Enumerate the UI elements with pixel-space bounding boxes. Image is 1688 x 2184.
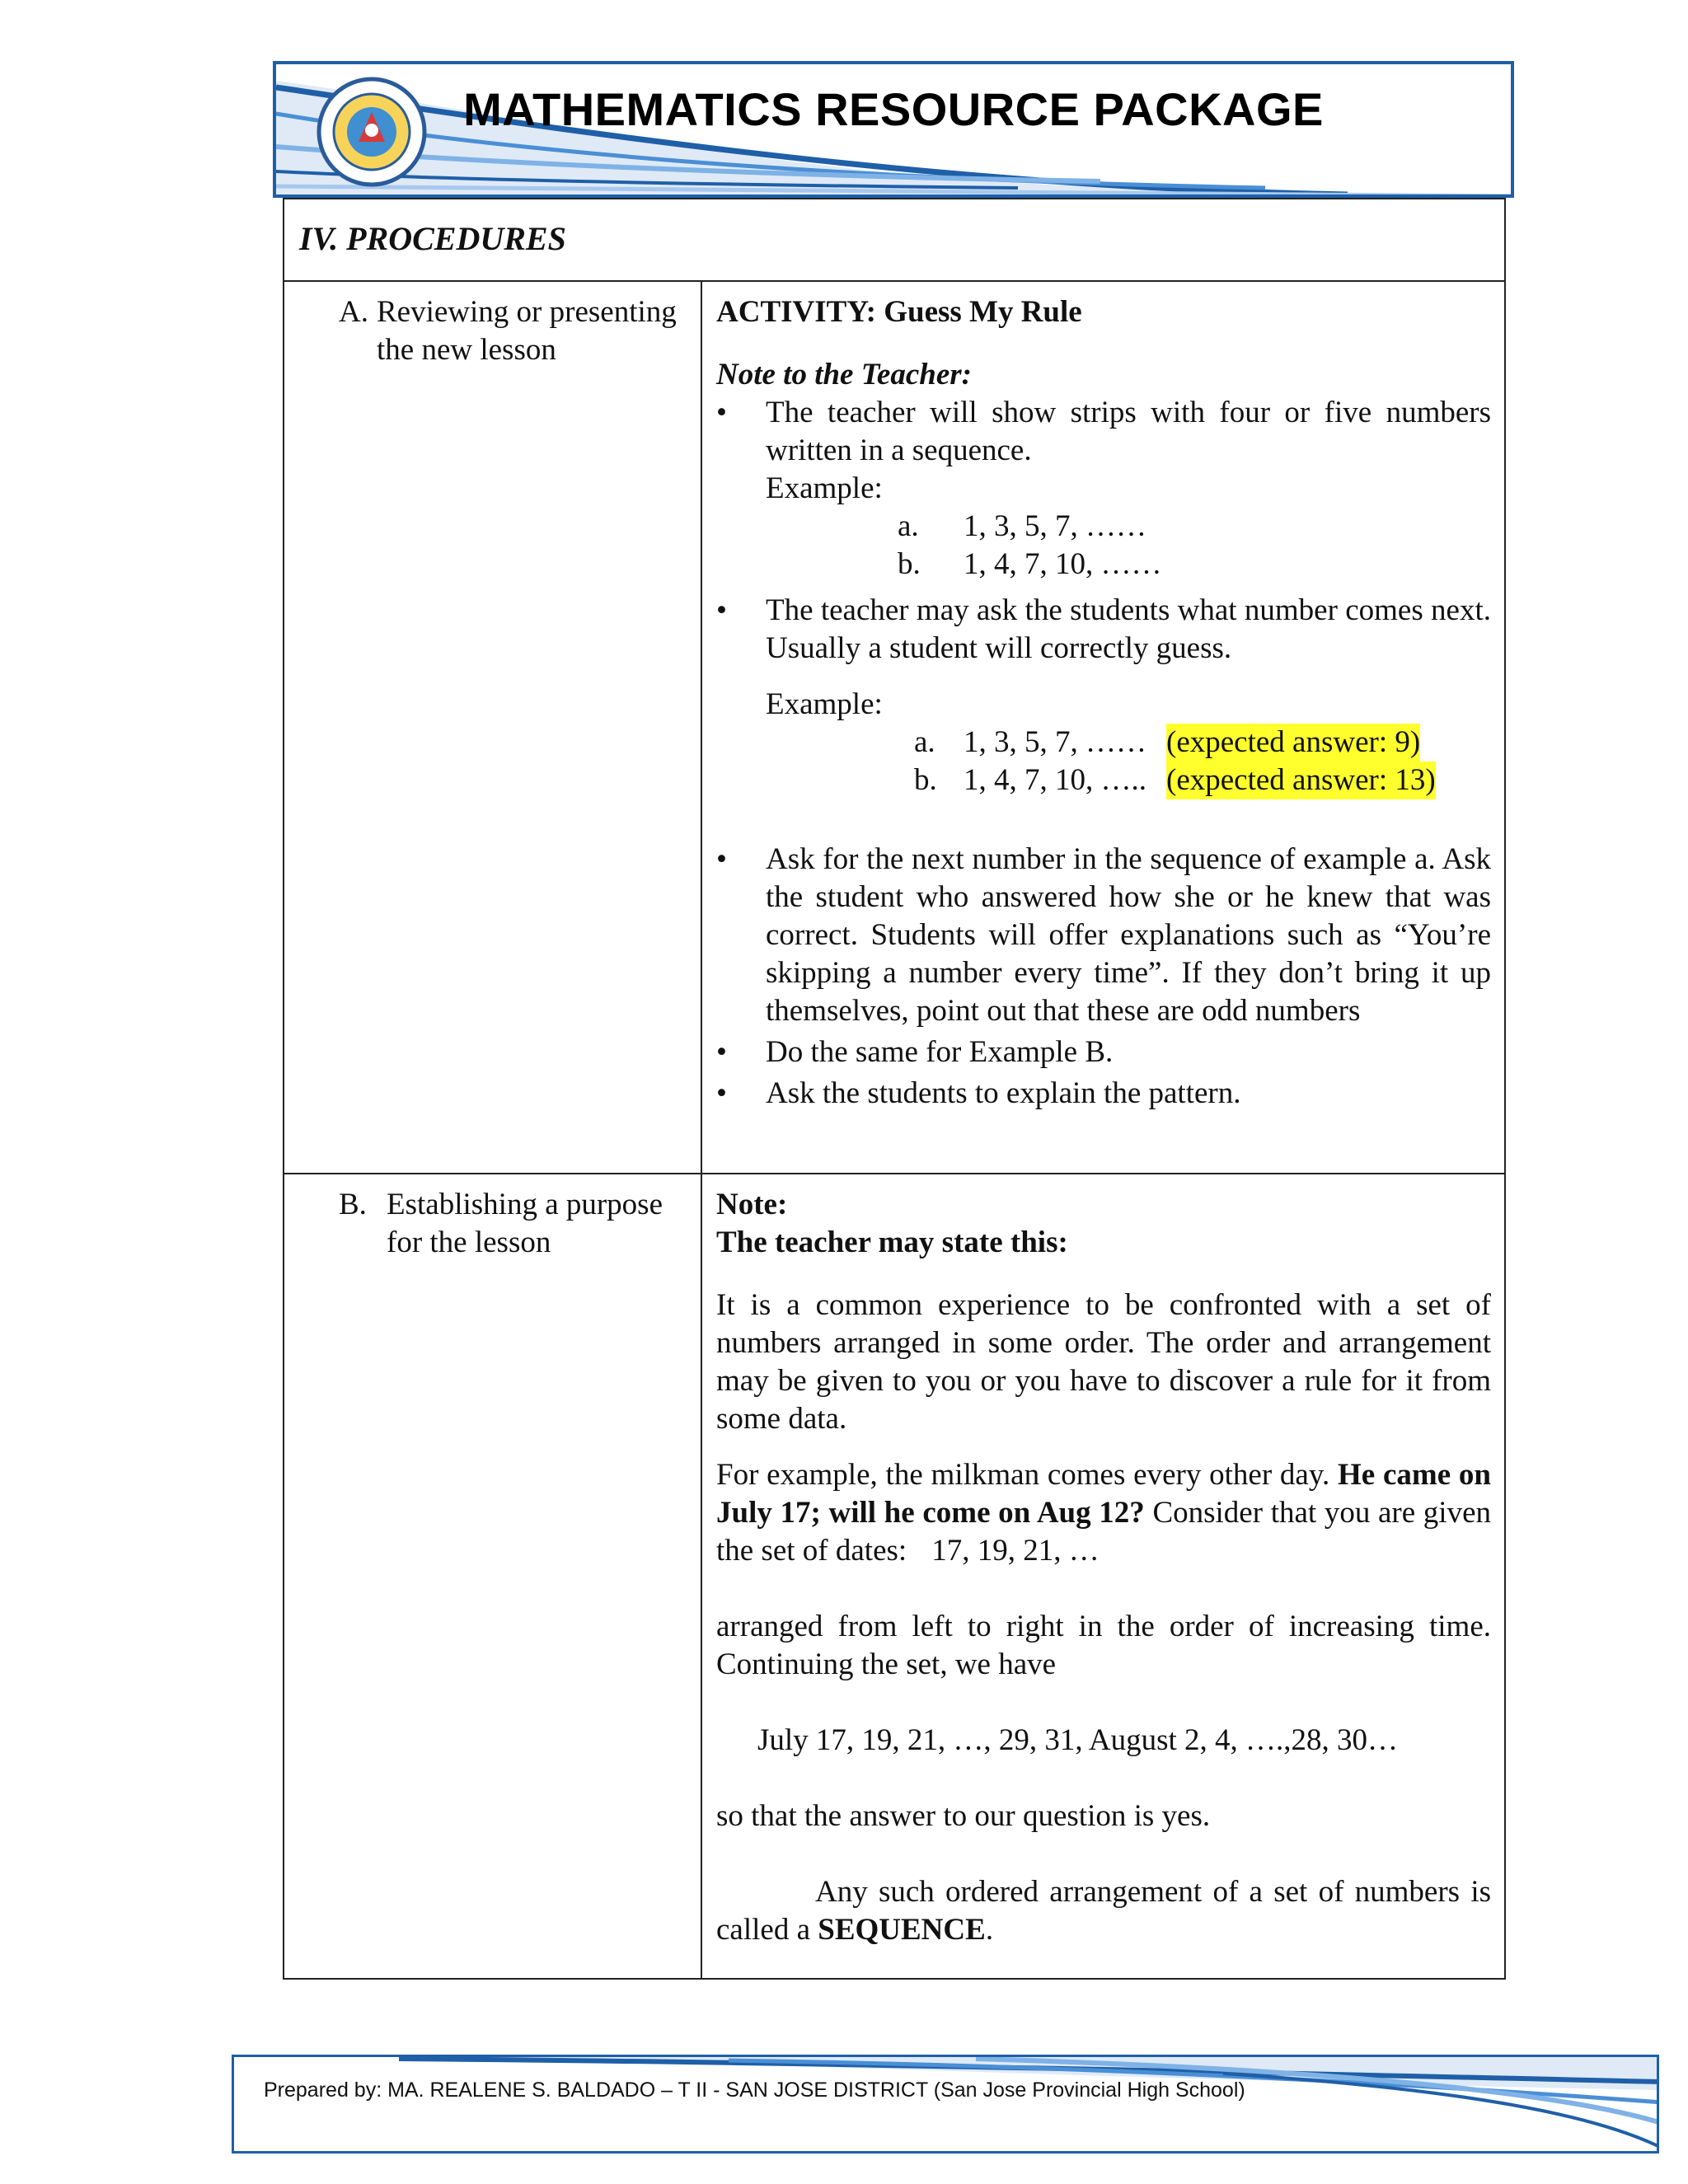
example-line	[716, 724, 1491, 762]
bullet-item: • The teacher will show strips with four or five numbers written in a sequence.	[716, 394, 1491, 470]
example-value: 1, 3, 5, 7, ……	[964, 725, 1146, 759]
row-divider	[284, 1173, 1504, 1174]
paragraph	[716, 1873, 1491, 1949]
example-letter: b.	[898, 547, 921, 581]
bullet-item: • Do the same for Example B.	[716, 1033, 1491, 1071]
dates-set: 17, 19, 21, …	[931, 1534, 1100, 1568]
bullet-item: • Ask the students to explain the pattern.	[716, 1075, 1491, 1113]
paragraph-text: Any such ordered arrangement of a set of numbers is called a	[716, 1875, 1491, 1947]
section-title-row	[284, 199, 1504, 282]
example-value: 1, 4, 7, 10, …..	[964, 763, 1146, 797]
note-heading: Note to the Teacher:	[716, 358, 973, 391]
example-label: Example:	[766, 687, 883, 721]
section-title: IV. PROCEDURES	[299, 220, 566, 257]
sequence-line: July 17, 19, 21, …, 29, 31, August 2, 4, ….,28, 30…	[757, 1723, 1399, 1757]
row-a-label-text: Reviewing or presenting the new lesson	[377, 295, 677, 367]
prepared-by: Prepared by: MA. REALENE S. BALDADO – T II - SAN JOSE DISTRICT (San Jose Provincial High School)	[264, 2079, 1245, 2102]
example-letter: a.	[898, 509, 919, 543]
footer-banner	[232, 2055, 1659, 2154]
paragraph-text: Consider that you are given the set of dates:	[716, 1496, 1492, 1568]
footer-wave-decoration	[234, 2057, 1659, 2154]
teacher-statement-heading: The teacher may state this:	[716, 1226, 1068, 1259]
activity-title: ACTIVITY: Guess My Rule	[716, 295, 1082, 329]
sequence-term: SEQUENCE	[818, 1913, 986, 1947]
paragraph-text: For example, the milkman comes every other day.	[716, 1458, 1330, 1492]
bullet-item: • Ask for the next number in the sequence of example a. Ask the student who answered how she or he knew that was correct. Students will offer explanations such as “You’re skipping a number every time”. If they don’t bring it up themselves, point out that these are odd numbers	[716, 841, 1491, 1030]
example-value: 1, 3, 5, 7, ……	[964, 509, 1146, 543]
row-a-letter: A.	[339, 295, 368, 329]
note-label: Note:	[716, 1188, 788, 1221]
row-b-letter: B.	[339, 1188, 367, 1221]
expected-answer-highlight: (expected answer: 13)	[1166, 762, 1436, 799]
paragraph	[716, 1456, 1491, 1570]
procedures-table	[283, 198, 1506, 1980]
row-b-label-text: Establishing a purpose for the lesson	[387, 1188, 663, 1259]
example-value: 1, 4, 7, 10, ……	[964, 547, 1162, 581]
example-letter: a.	[914, 725, 935, 759]
example-line	[716, 508, 1491, 546]
expected-answer-highlight: (expected answer: 9)	[1166, 724, 1420, 762]
paragraph: arranged from left to right in the order of increasing time. Continuing the set, we have	[716, 1610, 1491, 1681]
paragraph-text: .	[985, 1913, 994, 1947]
example-line	[716, 762, 1491, 799]
example-label: Example:	[766, 471, 883, 505]
page-title: MATHEMATICS RESOURCE PACKAGE	[463, 83, 1324, 135]
header-banner	[273, 61, 1514, 198]
example-letter: b.	[914, 763, 937, 797]
bullet-item: • The teacher may ask the students what number comes next. Usually a student will correctly guess.	[716, 592, 1491, 668]
paragraph-bold-question: He came on July 17; will he come on Aug 12?	[716, 1458, 1492, 1530]
row-b-content	[716, 1186, 1491, 1949]
column-divider	[701, 280, 702, 1978]
row-a-content	[716, 293, 1491, 1113]
paragraph: so that the answer to our question is yes.	[716, 1799, 1211, 1833]
paragraph: It is a common experience to be confronted with a set of numbers arranged in some order. The order and arrangement may be given to you or you have to discover a rule for it from some data.	[716, 1288, 1491, 1436]
example-line	[716, 546, 1491, 583]
